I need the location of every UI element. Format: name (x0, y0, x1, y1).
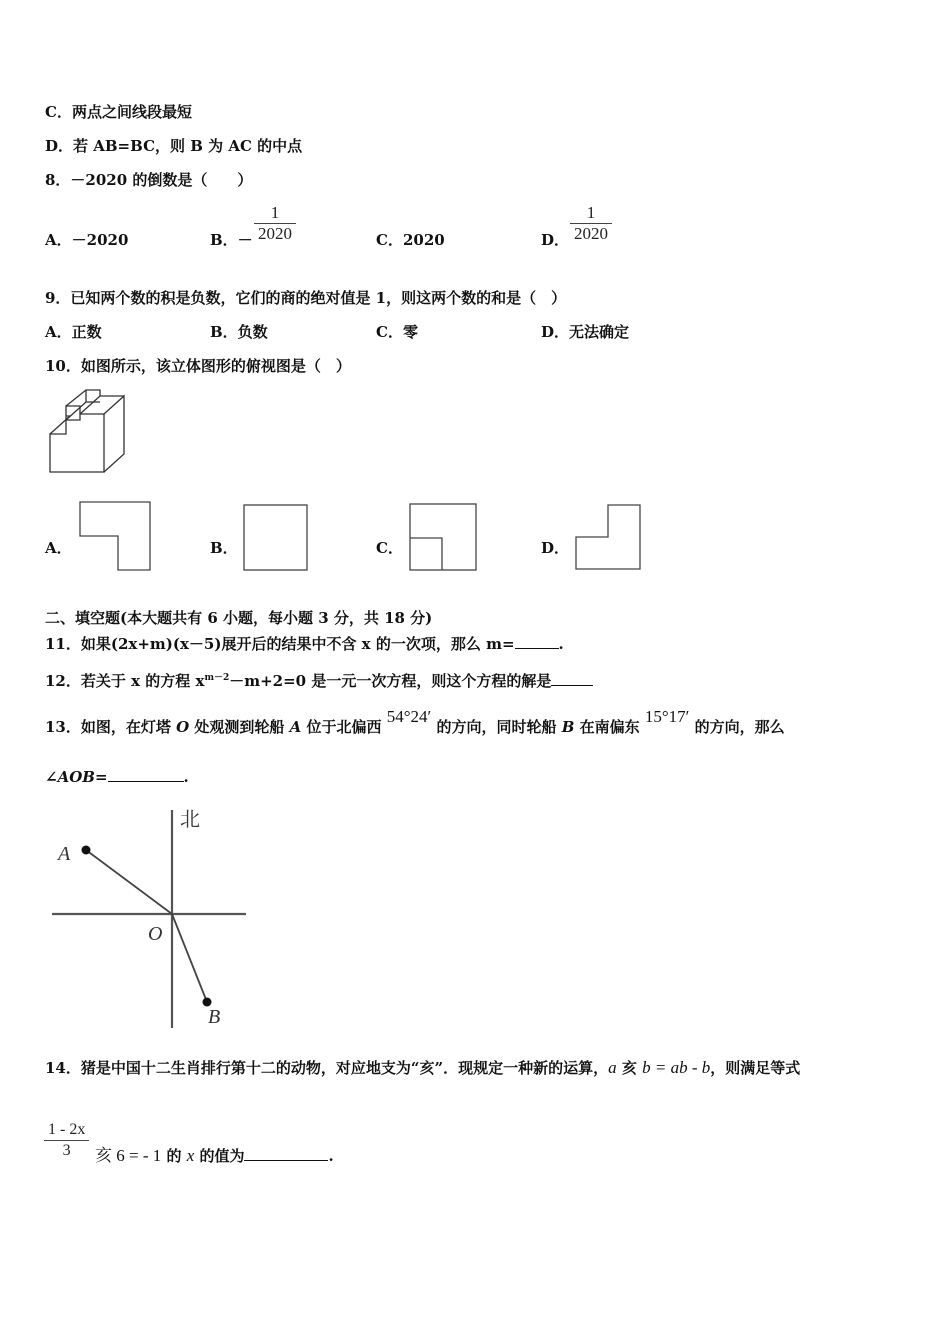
q12-stem-a: 12．若关于 x 的方程 x (45, 672, 205, 690)
q13-end: . (183, 768, 189, 786)
question-11 (45, 634, 564, 654)
q13-angle-aob: ∠AOB= (45, 768, 108, 786)
q14-tail-a: 亥 6 = - 1 (95, 1146, 162, 1165)
q13-label-o: O (148, 923, 163, 945)
q8-option-c: C．2020 (376, 231, 445, 249)
q14-fraction-denominator: 3 (44, 1140, 89, 1161)
q13-angle-2: 15°17′ (644, 707, 690, 726)
q13-angle-1: 54°24′ (386, 707, 432, 726)
q12-answer-blank[interactable] (551, 671, 593, 686)
q13-stem-c: 位于北偏西 (301, 718, 387, 736)
question-12 (45, 668, 593, 691)
q14-fraction-numerator: 1 - 2x (48, 1121, 86, 1138)
q13-stem-d: 的方向，同时轮船 (431, 718, 562, 736)
q13-stem-e: 在南偏东 (574, 718, 645, 736)
q13-compass-figure (50, 802, 254, 1032)
q14-stem: 14．猪是中国十二生肖排行第十二的动物，对应地支为“亥”．现规定一种新的运算， (45, 1059, 609, 1077)
option-d-prev: D．若 AB=BC，则 B 为 AC 的中点 (45, 137, 303, 155)
question-14-line-2 (95, 1146, 334, 1166)
q11-stem: 11．如果(2x+m)(x－5)展开后的结果中不含 x 的一次项，那么 m= (45, 635, 515, 653)
q13-point-o: O (176, 718, 190, 736)
q13-ray-ob (172, 914, 207, 1002)
q13-point-a: A (289, 718, 302, 736)
q13-answer-blank[interactable] (108, 767, 184, 782)
q13-north-label: 北 (180, 807, 200, 831)
q14-end: . (328, 1147, 334, 1165)
q8-d-numerator: 1 (586, 203, 596, 222)
q14-variable-x: x (186, 1146, 195, 1165)
q10-option-b-label: B． (210, 539, 238, 557)
section-2-heading: 二、填空题(本大题共有 6 小题，每小题 3 分，共 18 分) (45, 609, 433, 627)
q13-label-a: A (58, 843, 71, 865)
q13-stem-b: 处观测到轮船 (189, 718, 290, 736)
q8-d-denominator: 2020 (570, 223, 612, 244)
q14-op-expression: b = ab - b (642, 1058, 711, 1077)
question-13-line-2 (45, 767, 189, 787)
q14-op-hai: 亥 (616, 1059, 643, 1077)
q8-option-d-prefix: D． (541, 231, 570, 249)
q10-option-a-label: A． (45, 539, 72, 557)
q13-label-b: B (208, 1006, 221, 1028)
q10-option-d-figure (574, 503, 644, 573)
q12-stem-b: －m+2=0 是一元一次方程，则这个方程的解是 (229, 672, 552, 690)
solid-figure-3d (46, 392, 128, 476)
q10-option-c-label: C． (376, 539, 403, 557)
q14-tail-c: 的值为 (194, 1147, 245, 1165)
question-10-stem: 10．如图所示，该立体图形的俯视图是（ ） (45, 357, 351, 375)
question-14-line-1 (45, 1058, 800, 1078)
q13-point-a-dot (82, 846, 91, 855)
q9-option-b: B．负数 (210, 323, 268, 341)
q14-tail-b: 的 (161, 1147, 187, 1165)
q14-op-a: a (608, 1058, 617, 1077)
q10-option-d-label: D． (541, 539, 570, 557)
q11-end: . (558, 635, 564, 653)
q14-fraction (44, 1120, 89, 1161)
q9-option-a: A．正数 (45, 323, 102, 341)
q8-option-d-fraction (570, 203, 612, 244)
q13-stem-a: 13．如图，在灯塔 (45, 718, 177, 736)
question-13-line-1 (45, 707, 785, 737)
q10-option-c-figure (408, 502, 478, 572)
q8-b-numerator: 1 (270, 203, 280, 222)
option-c-prev: C．两点之间线段最短 (45, 103, 192, 121)
q14-answer-blank[interactable] (244, 1146, 328, 1161)
q11-answer-blank[interactable] (515, 634, 559, 649)
q8-b-denominator: 2020 (254, 223, 296, 244)
q8-option-a: A．－2020 (45, 231, 129, 249)
q10-option-b-figure (242, 503, 310, 573)
q12-exponent: m－2 (204, 673, 230, 683)
q13-stem-f: 的方向，那么 (689, 718, 785, 736)
q14-stem-end: ，则满足等式 (710, 1059, 801, 1077)
q9-option-d: D．无法确定 (541, 323, 630, 341)
q9-option-c: C．零 (376, 323, 418, 341)
q8-option-b-prefix: B．－ (210, 231, 253, 249)
question-8-stem: 8．－2020 的倒数是（ ） (45, 171, 253, 189)
q8-option-b-fraction (254, 203, 296, 244)
q13-ray-oa (86, 850, 172, 914)
q13-point-b: B (561, 718, 575, 736)
q10-option-a-figure (78, 500, 154, 572)
question-9-stem: 9．已知两个数的积是负数，它们的商的绝对值是 1，则这两个数的和是（ ） (45, 289, 567, 307)
